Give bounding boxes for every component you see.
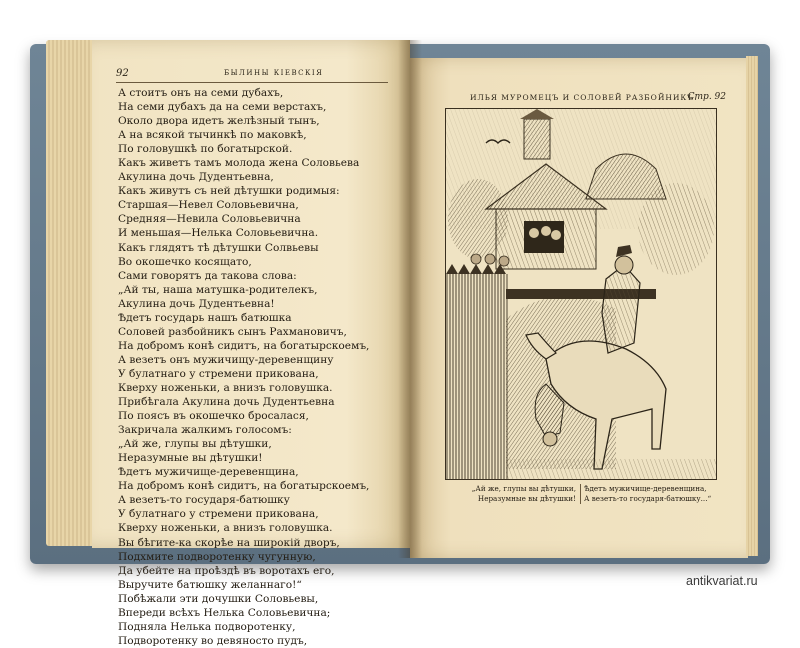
page-number: 92 <box>116 68 129 79</box>
poem-line: Старшая—Невел Соловьевична, <box>118 199 299 212</box>
plate-title: ИЛЬЯ МУРОМЕЦЪ И СОЛОВЕЙ РАЗБОЙНИКЪ. <box>470 93 698 102</box>
poem-line: Какъ глядятъ тѣ дѣтушки Солвьевы <box>118 241 319 254</box>
poem-line: Сами говорятъ да такова слова: <box>118 269 297 282</box>
poem-line: Кверху ноженьки, а внизъ головушка. <box>118 522 333 535</box>
gutter <box>398 40 422 558</box>
poem-line: Кверху ноженьки, а внизъ головушка. <box>118 381 333 394</box>
poem-line: У булатнаго у стремени прикована, <box>118 367 319 380</box>
poem-line: Какъ живетъ тамъ молода жена Соловьева <box>118 157 360 170</box>
caption-right-line: Ѣдетъ мужичище-деревенщина, <box>584 484 707 493</box>
right-page-header <box>440 92 740 106</box>
poem-line: На семи дубахъ да на семи верстахъ, <box>118 101 327 114</box>
poem-line: Подняла Нелька подворотенку, <box>118 620 296 633</box>
poem-line: У булатнаго у стремени прикована, <box>118 508 319 521</box>
poem-line: Подхмите подворотенку чугунную, <box>118 550 316 563</box>
poem-line: По поясъ въ окошечко бросалася, <box>118 410 309 423</box>
engraving-illustration <box>445 108 717 480</box>
poem-line: Выручите батюшку желаннаго!“ <box>118 578 302 591</box>
poem-line: Ѣдетъ мужичище-деревенщина, <box>118 466 299 479</box>
poem-line: По головушкѣ по богатырской. <box>118 143 293 156</box>
poem-line: А везетъ онъ мужичищу-деревенщину <box>118 353 334 366</box>
caption-right-line: А везетъ-то государя-батюшку...“ <box>584 494 712 503</box>
poem-line: Вы бѣгите-ка скорѣе на широкій дворъ, <box>118 536 340 549</box>
poem-line: Неразумные вы дѣтушки! <box>118 452 263 465</box>
poem-line: Побѣжали эти дочушки Соловьевы, <box>118 592 319 605</box>
poem-text <box>118 86 398 648</box>
poem-line: А стоитъ онъ на семи дубахъ, <box>118 87 284 99</box>
poem-line: На добромъ конѣ сидитъ, на богатырскоемъ, <box>118 480 370 493</box>
plate-page-ref: Стр. 92 <box>687 92 726 102</box>
poem-line: Во окошечко косящато, <box>118 255 252 268</box>
page-edges-right <box>746 56 758 556</box>
caption-left-line: „Ай же, глупы вы дѣтушки, <box>471 484 576 493</box>
running-head: БЫЛИНЫ КІЕВСКІЯ <box>224 69 324 77</box>
left-page-header <box>116 66 388 83</box>
poem-line: Закричала жалкимъ голосомъ: <box>118 424 292 437</box>
site-watermark: antikvariat.ru <box>686 574 758 588</box>
poem-line: Около двора идетъ желѣзный тынъ, <box>118 115 320 128</box>
poem-line: Подворотенку во девяносто пудъ, <box>118 634 308 647</box>
poem-line: „Ай ты, наша матушка-родителекъ, <box>118 283 318 296</box>
poem-line: Средняя—Невила Соловьевична <box>118 213 301 226</box>
poem-line: На добромъ конѣ сидитъ, на богатырскоемъ, <box>118 339 370 352</box>
poem-line: Какъ живутъ съ ней дѣтушки родимыя: <box>118 185 340 198</box>
poem-line: А на всякой тычинкѣ по маковкѣ, <box>118 129 307 142</box>
poem-line: Да убейте на проѣздѣ въ воротахъ его, <box>118 564 335 577</box>
poem-line: Акулина дочь Дудентьевна! <box>118 297 275 310</box>
poem-line: Соловей разбойникъ сынъ Рахмановичъ, <box>118 325 347 338</box>
poem-line: Акулина дочь Дудентьевна, <box>118 171 274 184</box>
poem-line: Ѣдетъ государь нашъ батюшка <box>118 311 292 324</box>
caption-left <box>452 484 581 504</box>
poem-line: „Ай же, глупы вы дѣтушки, <box>118 438 272 451</box>
poem-line: И меньшая—Нелька Соловьевична. <box>118 227 319 240</box>
poem-line: Прибѣгала Акулина дочь Дудентьевна <box>118 396 335 409</box>
caption-right <box>584 484 712 504</box>
poem-line: Впереди всѣхъ Нелька Соловьевична; <box>118 606 331 619</box>
page-edges-left <box>46 40 98 546</box>
poem-line: А везетъ-то государя-батюшку <box>118 494 290 507</box>
illustration-caption <box>452 484 710 520</box>
caption-left-line: Неразумные вы дѣтушки! <box>477 494 576 503</box>
engraving-drawing <box>446 109 716 479</box>
